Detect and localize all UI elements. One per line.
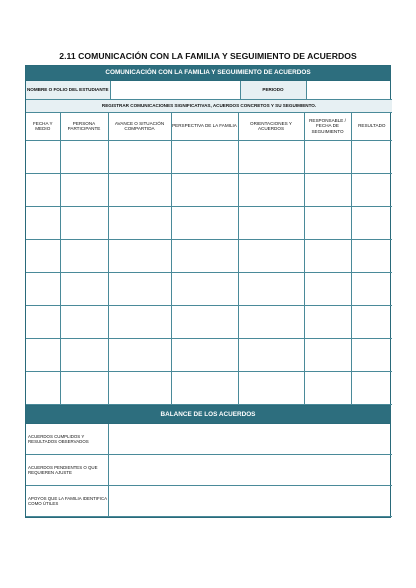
balance-row-label: ACUERDOS CUMPLIDOS Y RESULTADOS OBSERVADOS: [26, 424, 108, 455]
table-cell[interactable]: [304, 272, 351, 305]
table-cell[interactable]: [171, 371, 238, 404]
table-row: [26, 206, 392, 239]
table-cell[interactable]: [26, 173, 60, 206]
balance-row-field[interactable]: [108, 424, 392, 455]
column-header: ORIENTACIONES Y ACUERDOS: [238, 112, 304, 140]
table-cell[interactable]: [108, 338, 171, 371]
communication-form: [25, 65, 391, 518]
table-cell[interactable]: [60, 206, 108, 239]
table-cell[interactable]: [351, 173, 392, 206]
table-cell[interactable]: [171, 206, 238, 239]
table-cell[interactable]: [351, 206, 392, 239]
section-header-communication: COMUNICACIÓN CON LA FAMILIA Y SEGUIMIENTO DE ACUERDOS: [26, 66, 390, 81]
table-cell[interactable]: [238, 239, 304, 272]
section-header-balance: BALANCE DE LOS ACUERDOS: [26, 405, 390, 424]
table-row: [26, 371, 392, 404]
table-cell[interactable]: [171, 272, 238, 305]
balance-table: [26, 424, 392, 518]
table-cell[interactable]: [171, 305, 238, 338]
table-cell[interactable]: [238, 305, 304, 338]
table-cell[interactable]: [60, 173, 108, 206]
table-cell[interactable]: [26, 206, 60, 239]
table-cell[interactable]: [26, 140, 60, 173]
table-cell[interactable]: [351, 239, 392, 272]
table-cell[interactable]: [238, 338, 304, 371]
table-cell[interactable]: [60, 140, 108, 173]
table-cell[interactable]: [26, 338, 60, 371]
table-row: [26, 338, 392, 371]
column-header: AVANCE O SITUACIÓN COMPARTIDA: [108, 112, 171, 140]
page-title: 2.11 COMUNICACIÓN CON LA FAMILIA Y SEGUIMIENTO DE ACUERDOS: [59, 51, 357, 61]
table-cell[interactable]: [304, 239, 351, 272]
column-header: PERSPECTIVA DE LA FAMILIA: [171, 112, 238, 140]
table-row: [26, 173, 392, 206]
table-cell[interactable]: [304, 206, 351, 239]
table-cell[interactable]: [238, 206, 304, 239]
period-label: PERIODO: [240, 81, 306, 99]
table-cell[interactable]: [304, 338, 351, 371]
table-cell[interactable]: [171, 173, 238, 206]
balance-row-field[interactable]: [108, 486, 392, 517]
table-cell[interactable]: [26, 305, 60, 338]
table-cell[interactable]: [26, 272, 60, 305]
instruction-row: REGISTRAR COMUNICACIONES SIGNIFICATIVAS, ACUERDOS CONCRETOS Y SU SEGUIMIENTO.: [26, 100, 392, 113]
table-cell[interactable]: [351, 338, 392, 371]
table-row: [26, 272, 392, 305]
table-cell[interactable]: [60, 239, 108, 272]
table-cell[interactable]: [108, 206, 171, 239]
table-cell[interactable]: [304, 305, 351, 338]
table-cell[interactable]: [351, 272, 392, 305]
table-cell[interactable]: [108, 272, 171, 305]
table-cell[interactable]: [108, 371, 171, 404]
balance-row-field[interactable]: [108, 455, 392, 486]
balance-row-label: APOYOS QUE LA FAMILIA IDENTIFICA COMO ÚTILES: [26, 486, 108, 517]
column-header: RESULTADO: [351, 112, 392, 140]
table-cell[interactable]: [238, 371, 304, 404]
table-cell[interactable]: [60, 338, 108, 371]
table-cell[interactable]: [108, 305, 171, 338]
student-info-table: [26, 81, 392, 100]
table-cell[interactable]: [26, 371, 60, 404]
table-cell[interactable]: [171, 239, 238, 272]
table-row: [26, 239, 392, 272]
student-name-field[interactable]: [110, 81, 240, 99]
table-cell[interactable]: [351, 305, 392, 338]
table-row: [26, 305, 392, 338]
table-cell[interactable]: [108, 173, 171, 206]
table-cell[interactable]: [351, 371, 392, 404]
table-cell[interactable]: [304, 140, 351, 173]
table-cell[interactable]: [304, 173, 351, 206]
table-cell[interactable]: [171, 338, 238, 371]
table-cell[interactable]: [238, 272, 304, 305]
student-name-label: NOMBRE O FOLIO DEL ESTUDIANTE: [26, 81, 110, 99]
table-row: [26, 140, 392, 173]
table-cell[interactable]: [60, 272, 108, 305]
table-cell[interactable]: [108, 239, 171, 272]
column-header: PERSONA PARTICIPANTE: [60, 112, 108, 140]
column-header: FECHA Y MEDIO: [26, 112, 60, 140]
communications-log-table: [26, 100, 392, 405]
balance-row-label: ACUERDOS PENDIENTES O QUE REQUIEREN AJUSTE: [26, 455, 108, 486]
table-cell[interactable]: [351, 140, 392, 173]
table-cell[interactable]: [60, 371, 108, 404]
table-cell[interactable]: [60, 305, 108, 338]
table-cell[interactable]: [304, 371, 351, 404]
table-cell[interactable]: [171, 140, 238, 173]
period-field[interactable]: [306, 81, 392, 99]
table-cell[interactable]: [108, 140, 171, 173]
column-header: RESPONSABLE / FECHA DE SEGUIMIENTO: [304, 112, 351, 140]
table-cell[interactable]: [26, 239, 60, 272]
table-cell[interactable]: [238, 140, 304, 173]
table-cell[interactable]: [238, 173, 304, 206]
